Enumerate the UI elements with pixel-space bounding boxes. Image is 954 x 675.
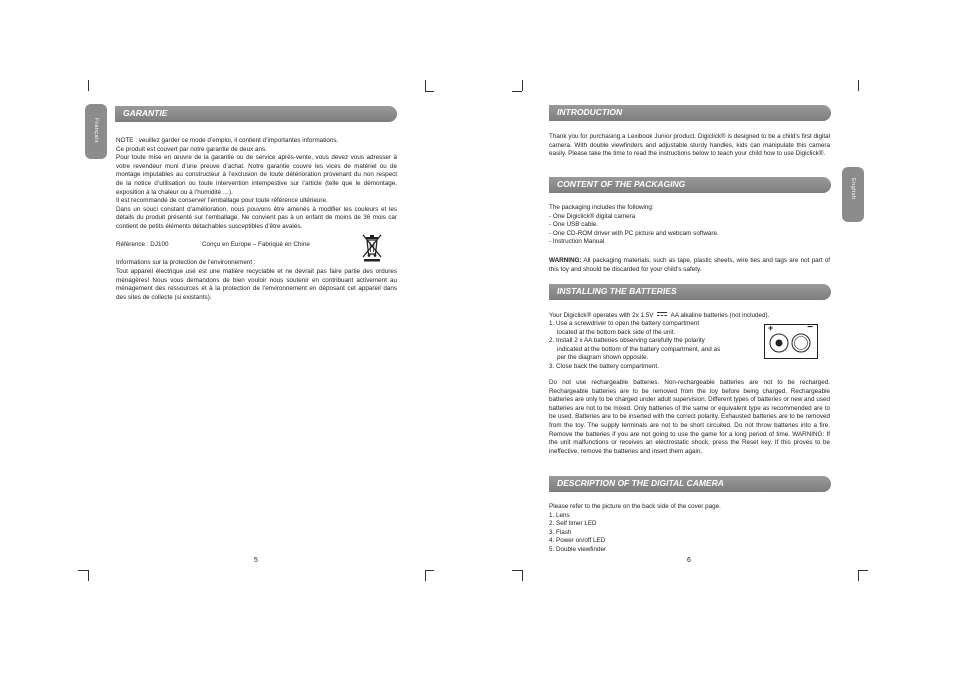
page-number-left: 5 [254, 557, 258, 564]
warning-label: WARNING: [549, 257, 582, 264]
crossed-out-bin-icon [360, 232, 384, 262]
list-item: 5. Double viewfinder [549, 545, 607, 553]
crop-mark [858, 570, 868, 571]
section-header-packaging [549, 177, 831, 193]
battery-intro-start: Your Digiclick® operates with 2x 1.5V [549, 312, 654, 319]
paragraph: Dans un souci constant d’amélioration, nous pouvons être amenés à modifier les couleurs et les détails du produit présenté sur l’emballage. Ne convient pas à un enfant de moins de 36 mois car contient de petits éléments détachables susceptibles d’être avalés. [116, 205, 397, 230]
page-number-right: 6 [687, 557, 691, 564]
crop-mark [88, 80, 89, 91]
crop-mark [425, 80, 426, 91]
description-list [549, 503, 830, 555]
list-item: - One CD-ROM driver with PC picture and webcam software. [549, 229, 719, 237]
dc-symbol-icon [657, 311, 667, 317]
warning-text: All packaging materials, such as tape, plastic sheets, wire ties and tags are not part of this toy and should be discarded for your child’s safety. [549, 257, 830, 273]
language-tab-label: Français [93, 118, 99, 144]
section-header-garantie [115, 106, 397, 122]
product-reference: Référence : DJ100 [116, 241, 169, 248]
list-item: 2. Self timer LED [549, 520, 597, 528]
introduction-text: Thank you for purchasing a Lexibook Junior product. Digiclick® is designed to be a child’s first digital camera. With double viewfinders and adjustable sturdy handles, kids can manipulate this camera easily. Please take the time to read the instructions below to teach your child how to use Digiclick®. [549, 133, 830, 158]
crop-mark [425, 570, 426, 581]
plus-sign: + [768, 323, 774, 333]
step-line: per the diagram shown opposite. [557, 354, 649, 362]
made-in: Conçu en Europe – Fabriqué en Chine [202, 241, 310, 248]
garantie-text [116, 137, 397, 232]
crop-mark [512, 570, 522, 571]
battery-polarity-diagram [764, 324, 818, 359]
battery-steps [549, 320, 759, 372]
language-tab-label: English [850, 178, 856, 200]
battery-warning: Do not use rechargeable batteries. Non-rechargeable batteries are not to be recharged. Rechargeable batteries are to be removed from the toy before being charged. Rechargeable batteries are only to be charged under adult supervision. Different types of batteries or new and used batteries are not to be mixed. Only batteries of the same or equivalent type as recommended are to be used. Batteries are to be inserted with the correct polarity. Exhausted batteries are to be removed from the toy. The supply terminals are not to be short circuited. Do not throw batteries into a fire. Remove the batteries if you are not going to use the game for a long period of time. WARNING: If the unit malfunctions or receives an electrostatic shock, press the Reset key. If this proves to be ineffective, remove the batteries and insert them again. [549, 379, 830, 455]
crop-mark [858, 80, 859, 91]
paragraph: Il est recommandé de conserver l’emballage pour toute référence ultérieure. [116, 197, 328, 205]
step-line: 3. Close back the battery compartment. [549, 362, 659, 370]
step-line: 1. Use a screwdriver to open the battery compartment [549, 320, 700, 327]
battery-intro-end: AA alkaline batteries (not included). [670, 312, 770, 319]
paragraph: Pour toute mise en œuvre de la garantie ou de service après-vente, vous devez vous adresser à votre revendeur muni d’une preuve d’achat. Notre garantie couvre les vices de matériel ou de montage imputables au constructeur à l’exclusion de toute détérioration provenant du non respect de la notice d’utilisation ou toute intervention intempestive sur l’article (telle que le démontage, exposition à la chaleur ou à l’humidité …). [116, 154, 397, 196]
section-header-description [549, 476, 831, 492]
step-line: indicated at the bottom of the battery compartment, and as [557, 345, 721, 353]
packaging-list [549, 204, 830, 247]
section-title: DESCRIPTION OF THE DIGITAL CAMERA [557, 478, 724, 488]
language-tab-english [842, 167, 864, 222]
minus-sign: − [807, 322, 813, 333]
crop-mark [78, 570, 88, 571]
crop-mark [88, 570, 89, 581]
list-item: - One Digiclick® digital camera [549, 212, 636, 220]
crop-mark [425, 91, 434, 92]
environment-title: Informations sur la protection de l’environnement : [116, 259, 256, 266]
section-header-introduction [549, 105, 831, 121]
description-intro: Please refer to the picture on the back side of the cover page. [549, 503, 721, 510]
crop-mark [522, 80, 523, 91]
section-title: CONTENT OF THE PACKAGING [557, 179, 686, 189]
section-title: INTRODUCTION [557, 107, 623, 117]
section-title: INSTALLING THE BATTERIES [557, 286, 677, 296]
language-tab-french [85, 104, 107, 159]
crop-mark [512, 91, 522, 92]
section-title: GARANTIE [123, 108, 168, 118]
list-item: 3. Flash [549, 528, 572, 536]
list-item: - One USB cable. [549, 221, 598, 229]
step-line: 2. Install 2 x AA batteries observing carefully the polarity [549, 337, 705, 345]
packaging-intro: The packaging includes the following: [549, 204, 654, 211]
section-header-batteries [549, 284, 831, 300]
paragraph: Ce produit est couvert par notre garantie de deux ans. [116, 145, 267, 153]
environment-text: Tout appareil électrique usé est une matière recyclable et ne devrait pas faire partie des ordures ménagères! Nous vous demandons de bien vouloir nous soutenir en contribuant activement au ménagement des ressources et à la protection de l’environnement en déposant cet appareil dans des sites de collecte (si existants). [116, 268, 397, 301]
step-line: located at the bottom back side of the unit. [557, 328, 676, 336]
list-item: 4. Power on/off LED [549, 537, 606, 545]
crop-mark [858, 570, 859, 581]
reference-line [116, 241, 346, 250]
list-item: 1. Lens [549, 511, 570, 519]
list-item: - Instruction Manual [549, 238, 605, 246]
paragraph: NOTE : veuillez garder ce mode d’emploi, il contient d’importantes informations. [116, 137, 339, 144]
crop-mark [425, 570, 434, 571]
crop-mark [522, 570, 523, 581]
packaging-warning [549, 257, 830, 274]
